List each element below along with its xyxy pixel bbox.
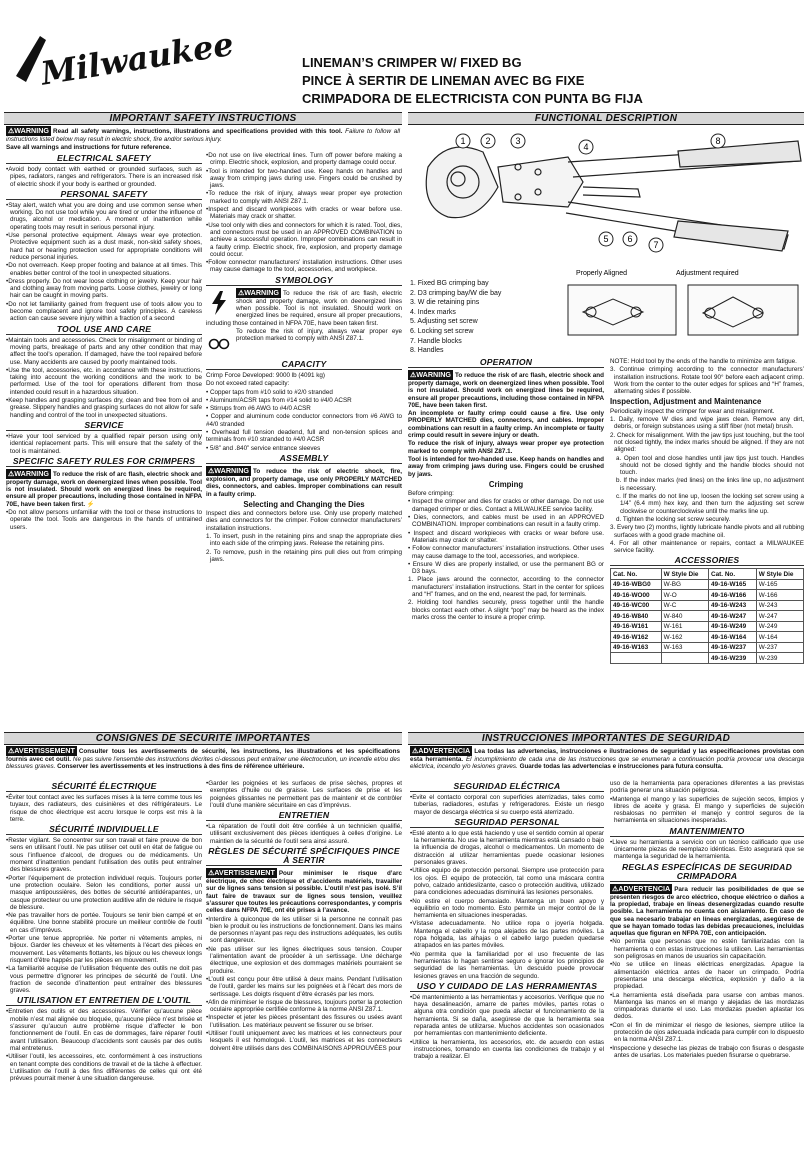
warning-triangle-icon: ⚠ (8, 470, 15, 478)
band-functional: FUNCTIONAL DESCRIPTION (408, 112, 804, 125)
svg-text:4: 4 (583, 142, 589, 152)
intro-en: ⚠WARNING Read all safety warnings, instructions, illustrations and specifications provided with this tool. Failure to follow all instructions listed below may result in electric shock, fire and/or serious injury. Save all warnings and instructions for future reference. (6, 126, 401, 152)
alignment-insets (568, 285, 798, 335)
warning-badge: ⚠AVERTISSEMENT (8, 746, 75, 755)
table-row: 49-16-W161 W-161 49-16-W249 W-249 (611, 621, 804, 632)
heading-es-electrical: SEGURIDAD ELÉCTRICA (410, 782, 604, 792)
heading-assembly: ASSEMBLY (206, 454, 402, 464)
heading-es-service: MANTENIMIENTO (610, 827, 804, 837)
part-item: 2. D3 crimping bay/W die bay (410, 289, 502, 297)
svg-text:7: 7 (653, 240, 659, 250)
warning-triangle-icon: ⚠ (412, 748, 419, 755)
heading-es-personal: SEGURIDAD PERSONAL (410, 818, 604, 828)
table-row: 49-16-W840 W-840 49-16-W247 W-247 (611, 611, 804, 622)
part-item: 3. W die retaining pins (410, 299, 480, 307)
warning-badge: ⚠ADVERTENCIA (412, 746, 471, 755)
table-row: 49-16-W239 W-239 (611, 653, 804, 664)
warning-triangle-icon: ⚠ (612, 885, 619, 893)
title-spanish: CRIMPADORA DE ELECTRICISTA CON PUNTA BG FIJA (302, 91, 643, 106)
table-row: 49-16-WBG0 W-BG 49-16-W165 W-165 (611, 579, 804, 590)
band-safety-fr: CONSIGNES DE SÉCURITÉ IMPORTANTES (4, 732, 402, 745)
part-item: 5. Adjusting set screw (410, 318, 478, 326)
heading-dies: Selecting and Changing the Dies (243, 499, 365, 509)
warning-badge: ⚠WARNING (208, 465, 250, 475)
title-french: PINCE À SERTIR DE LINEMAN AVEC BG FIXE (302, 73, 585, 88)
warning-badge: ⚠WARNING (238, 287, 280, 297)
title-english: LINEMAN’S CRIMPER W/ FIXED BG (302, 55, 522, 70)
heading-accessories: ACCESSORIES (610, 556, 804, 566)
heading-capacity: CAPACITY (206, 360, 402, 370)
heading-fr-personal: SÉCURITÉ INDIVIDUELLE (6, 825, 202, 835)
es-column-1: SEGURIDAD ELÉCTRICA •Evite el contacto corporal con superficies aterrizadas, tales como tuberías, radiadores, estufas y refrigeradores. Existe un riesgo mayor de descarga eléctrica si su cuerpo está aterrizado. SEGURIDAD PERSONAL •Esté atento a lo que está haciendo y use el sentido común al operar la herramienta. No use la herramienta mientras está cansado o bajo la influencia de drogas, alcohol o medicamentos. Un momento de distracción al utilizar herramientas puede ocasionar lesiones personales graves. •Utilice equipo de protección personal. Siempre use protección para los ojos. El equipo de protección, tal como una máscara contra polvo, calzado antideslizante, casco o protección auditiva, utilizado para condiciones adecuadas disminuirá las lesiones personales. •No estire el cuerpo demasiado. Mantenga un buen apoyo y equilibrio en todo momento. Esto permite un mejor control de la herramienta en situaciones inesperadas. •Vístase adecuadamente. No utilice ropa o joyería holgada. Mantenga el cabello y la ropa alejados de las partes móviles. La ropa holgada, las alhajas o el cabello largo pueden quedarse atrapados en las partes móviles. •No permita que la familiaridad por el uso frecuente de las herramientas lo hagan sentirse seguro e ignorar los principios de seguridad de las herramientas. Un descuido puede provocar lesiones graves en una fracción de segundo. USO Y CUIDADO DE LAS HERRAMIENTAS •Dé mantenimiento a las herramientas y accesorios. Verifique que no haya desalineación, amarre de partes móviles, partes rotas o alguna otra condición que pueda afectar el funcionamiento de la herramienta. Si se daña, asegúrese de que la herramienta sea reparada antes de utilizarse. Muchos accidentes son ocasionados por herramientas con mantenimiento deficiente. •Utilice la herramienta, los accesorios, etc. de acuerdo con estas instrucciones, tomando en cuenta las condiciones de trabajo y el trabajo a realizar. El (410, 781, 604, 1061)
heading-fr-service: ENTRETIEN (206, 811, 402, 821)
table-row: 49-16-WC00 W-C 49-16-W243 W-243 (611, 600, 804, 611)
heading-inspection: Inspection, Adjustment and Maintenance (610, 397, 762, 407)
svg-text:8: 8 (715, 136, 721, 146)
warning-triangle-icon: ⚠ (8, 748, 15, 755)
en-column-1: ELECTRICAL SAFETY •Avoid body contact with earthed or grounded surfaces, such as pipes, radiators, ranges and refrigerators. There is an increased risk of electric shock if your body is earthed or grounded. PERSONAL SAFETY •Stay alert, watch what you are doing and use common sense when working. Do not use tool while you are tired or under the influence of drugs, alcohol or medication. A moment of inattention while operating tools may result in serious personal injury. •Use personal protective equipment. Always wear eye protection. Protective equipment such as a dust mask, non-skid safety shoes, hard hat or hearing protection used for appropriate conditions will reduce personal injuries. •Do not overreach. Keep proper footing and balance at all times. This enables better control of the tool in unexpected situations. •Dress properly. Do not wear loose clothing or jewelry. Keep your hair and clothing away from moving parts. Loose clothes, jewelry or long hair can be caught in moving parts. •Do not let familiarity gained from frequent use of tools allow you to become complacent and ignore tool safety principles. A careless action can cause severe injury within a fraction of a second TOOL USE AND CARE •Maintain tools and accessories. Check for misalignment or binding of moving parts, breakage of parts and any other condition that may affect the tool’s operation. If damaged, have the tool repaired before use. Many accidents are caused by poorly maintained tools. •Use the tool, accessories, etc. in accordance with these instructions, taking into account the working conditions and the work to be performed. Use of the tool for operations different from those intended could result in a hazardous situation. •Keep handles and grasping surfaces dry, clean and free from oil and grease. Slippery handles and grasping surfaces do not allow for safe handling and control of the tool in unexpected situations. SERVICE •Have your tool serviced by a qualified repair person using only identical replacement parts. This will ensure that the safety of the tool is maintained. SPECIFIC SAFETY RULES FOR CRIMPERS ⚠WARNING To reduce the risk of arc flash, electric shock and property damage, work on deenergized lines when possible. Tool is not insulated. Should work on energized lines be required, ensure all proper precautions, including those contained in NFPA 70E, have been taken first. ⚡ •Do not allow persons unfamiliar with the tool or these instructions to operate the tool. Tools are dangerous in the hands of untrained users. (6, 153, 202, 531)
svg-text:2: 2 (485, 136, 491, 146)
heading-personal-safety: PERSONAL SAFETY (6, 190, 202, 200)
heading-fr-electrical: SÉCURITÉ ÉLECTRIQUE (6, 782, 202, 792)
es-column-2: uso de la herramienta para operaciones diferentes a las previstas podría generar una situación peligrosa. •Mantenga el mango y las superficies de sujeción secos, limpios y libres de aceite y grasa. El mango y superficies de sujeción resbalosas no permiten el manejo y control seguros de la herramienta en situaciones inesperadas. MANTENIMIENTO •Lleve su herramienta a servicio con un técnico calificado que use únicamente piezas de reemplazo idénticas. Esto asegurará que se mantenga la seguridad de la herramienta. REGLAS ESPECÍFICAS DE SEGURIDAD CRIMPADORA ⚠ADVERTENCIA Para reducir las posibilidades de que se presenten riesgos de arco eléctrico, choque eléctrico o daños a la propiedad, trabaje en líneas desenergizadas cuando resulte posible. La herramienta no cuenta con aislamiento. En caso de que sea necesario trabajar en líneas energizadas, asegúrese de que se hayan tomado todas las debidas precauciones, incluidas aquellas que figuran en NFPA 70E, con anticipación. •No permita que personas que no estén familiarizadas con la herramienta o con estas instrucciones la utilicen. Las herramientas son peligrosas en manos de usuarios sin capacitación. •No se utilice en líneas eléctricas energizadas. Apague la alimentación eléctrica antes de hacer un crimpado. Podría presentarse una descarga eléctrica, explosión y daño a la propiedad. •La herramienta está diseñada para usarse con ambas manos. Mantenga las manos en el mango y alejadas de las mordazas crimpadoras durante el uso. Las mordazas pueden aplastar los dedos. •Con el fin de minimizar el riesgo de lesiones, siempre utilice la protección de ojos adecuada indicada para cumplir con lo dispuesto en la norma ANSI Z87.1. •Inspeccione y deseche las piezas de trabajo con fisuras o desgaste antes de usarlas. Los materiales pueden fisurarse o quebrarse. (610, 780, 804, 1059)
warning-triangle-icon: ⚠ (8, 128, 15, 135)
table-row: 49-16-WO00 W-O 49-16-W166 W-166 (611, 590, 804, 601)
heading-electrical-safety: ELECTRICAL SAFETY (6, 154, 202, 164)
svg-text:6: 6 (627, 234, 633, 244)
fr-column-2: •Garder les poignées et les surfaces de prise sèches, propres et exemptes d’huile ou de graisse. Les surfaces de prise et les poignées glissantes ne permettent pas de maintenir et de contrôler l’outil d’une manière sécuritaire en cas d’imprévus. ENTRETIEN •La réparation de l’outil doit être confiée à un technicien qualifié, utilisant exclusivement des pièces identiques à celles d’origine. Le maintien de la sécurité de l’outil sera ainsi assuré. RÈGLES DE SÉCURITÉ SPÉCIFIQUES PINCE À SERTIR ⚠AVERTISSEMENT Pour minimiser le risque d’arc électrique, de choc électrique et d’accidents matériels, travailler sur de lignes sans tension si possible. L’outil n’est pas isolé. S’il faut faire de travaux sur de lignes sous tension, veuillez s’assurer que toutes les précautions correspondantes, y compris celles dans NFPA 70E, ont été prises à l’avance. •Interdire à quiconque de les utiliser si la personne ne connaît pas bien le produit ou les instructions de fonctionnement. Dans les mains de personnes n’ayant pas reçu des instructions adéquates, les outils sont dangereux. •Ne pas utiliser sur les lignes électriques sous tension. Couper l’alimentation avant de procéder à un sertissage. Une décharge électrique, une explosion et des dommages matériels pourraient se produire. •L’outil est conçu pour être utilisé à deux mains. Pendant l’utilisation de l’outil, garder les mains sur les poignées et à l’écart des mors de sertissage. Les doigts risquent d’être écrasés par les mors. •Afin de minimiser le risque de blessures, toujours porter la protection oculaire appropriée certifiée conforme à la norme ANSI Z87.1. •Inspecter et jeter les pièces présentant des fissures ou usées avant l’utilisation. Les matériaux peuvent se fissurer ou se briser. •Utiliser l’outil uniquement avec les matrices et les connecteurs pour lesquels il est homologué. L’outil, les matrices et les connecteurs doivent être utilisés dans des COMBINAISONS APPROUVÉES pour (206, 780, 402, 1052)
heading-es-specific: REGLAS ESPECÍFICAS DE SEGURIDAD CRIMPADORA (610, 863, 804, 882)
warning-badge: ⚠ADVERTENCIA (612, 883, 671, 893)
warning-badge: ⚠WARNING (8, 468, 50, 478)
part-item: 7. Handle blocks (410, 337, 462, 345)
crimper-illustration (426, 141, 801, 251)
label-adjustment-required: Adjustment required (676, 270, 739, 277)
heading-service: SERVICE (6, 421, 202, 431)
warning-triangle-icon: ⚠ (410, 372, 417, 379)
heading-fr-use: UTILISATION ET ENTRETIEN DE L’OUTIL (6, 996, 202, 1006)
en-column-4: NOTE: Hold tool by the ends of the handle to minimize arm fatigue. 3. Continue crimping according to the connector manufacturers’ installation instructions. Rotate tool 90° before each adjacent crimp. Work from the center to the outer edges for splices and “H” frames, alternating sides if possible. Inspection, Adjustment and Maintenance Periodically inspect the crimper for wear and misalignment. 1. Daily, remove W dies and wipe jaws clean. Remove any dirt, debris, or foreign substances using a stiff fiber (not metal) brush. 2. Check for misalignment. With the jaw tips just touching, but the tool not closed tightly, the index marks should be aligned. If they are not aligned: a. Open tool and close handles until jaw tips just touch. Handles should not be closed tightly and the handle blocks should not touch. b. If the index marks (red lines) on the links line up, no adjustment is necessary. c. If the marks do not line up, loosen the locking set screw using a 1/4” (6.4 mm) hex key, and then turn the adjusting set screw clockwise or counterclockwise until the marks line up. d. Tighten the locking set screw securely. 3. Every two (2) months, lightly lubricate handle pivots and all rubbing surfaces with a good grade machine oil. 4. For all other maintenance or repairs, contact a MILWAUKEE service facility. ACCESSORIES Cat. No. W Style Die Cat. No. W Style Die 49-16-WBG0 W-BG 49-16-W165 W-165 49-16-WO00 W-O 49-16-W166 W-166 49-16-WC00 W-C 49-16-W243 W-243 49-16-W840 W-840 49-16-W247 W-247 49-16-W161 W-161 49-16-W249 W-249 49-16-W162 W-162 49-16-W164 W-164 49-16-W163 W-163 49-16-W237 W-237 49-16-W239 W-239 (610, 358, 804, 728)
fr-column-1: SÉCURITÉ ÉLECTRIQUE •Éviter tout contact avec les surfaces mises à la terre comme tous les tuyaux, des radiateurs, des cuisinières et des réfrigérateurs. Le risque de choc électrique est accru lorsque le corps est mis à la terre. SÉCURITÉ INDIVIDUELLE •Rester vigilant. Se concentrer sur son travail et faire preuve de bon sens en utilisant l’outil. Ne pas utiliser cet outil en état de fatigue ou sous l’influence d’alcool, de drogues ou de médicaments. Un moment d’inattention pendant l’utilisation des outils peut entraîner des blessures graves. •Porter l’équipement de protection individuel requis. Toujours porter une protection oculaire. Selon les conditions, porter aussi un masque antipoussières, des bottes de sécurité antidérapantes, un casque protecteur ou une protection auditive afin de réduire le risque de blessure. •Ne pas travailler hors de portée. Toujours se tenir bien campé et en équilibre. Une bonne stabilité procure un meilleur contrôle de l’outil en cas d’imprévus. •Porter une tenue appropriée. Ne porter ni vêtements amples, ni bijoux. Garder les cheveux et les vêtements à l’écart des pièces en mouvement. Les vêtements flottants, les bijoux ou les cheveux longs risquent d’être happés par les pièces en mouvement. •La familiarité acquise de l’utilisation fréquente des outils ne doit pas vous permettre d’ignorer les principes de sécurité de l’outil. Une fraction de seconde d’inattention peut entraîner des blessures graves. UTILISATION ET ENTRETIEN DE L’OUTIL •Entretien des outils et des accessoires. Vérifier qu’aucune pièce mobile n’est mal alignée ou bloquée, qu’aucune pièce n’est brisée et s’assurer qu’aucun autre problème risque d’affecter le bon fonctionnement de l’outil. En cas de dommages, faire réparer l’outil avant l’utilisation. Beaucoup d’accidents sont causés par des outils mal entretenus. •Utiliser l’outil, les accessoires, etc. conformément à ces instructions en tenant compte des conditions de travail et de la tâche à effectuer. L’utilisation de l’outil à des fins différentes de celles qui ont été prévues pourrait mener à une situation dangereuse. (6, 781, 202, 1083)
part-item: 6. Locking set screw (410, 327, 474, 335)
part-item: 1. Fixed BG crimping bay (410, 280, 489, 287)
warning-badge: ⚠AVERTISSEMENT (208, 868, 275, 878)
band-safety-es: INSTRUCCIONES IMPORTANTES DE SEGURIDAD (408, 732, 804, 745)
intro-es: ⚠ADVERTENCIA Lea todas las advertencias, instrucciones e ilustraciones de seguridad y las especificaciones provistas con esta herramienta. El incumplimiento de cada una de las instrucciones que se enumeran a continuación podría provocar una descarga eléctrica, incendio y/o lesiones graves. Guarde todas las advertencias e instrucciones para futura consulta. (410, 746, 804, 771)
lightning-icon: ⚡ (86, 500, 95, 508)
heading-symbology: SYMBOLOGY (206, 276, 402, 286)
accessories-table (610, 568, 804, 664)
table-row: 49-16-W163 W-163 49-16-W237 W-237 (611, 642, 804, 653)
milwaukee-logo (10, 24, 237, 93)
heading-crimping: Crimping (488, 479, 524, 489)
table-row: 49-16-W162 W-162 49-16-W164 W-164 (611, 632, 804, 643)
band-safety-en: IMPORTANT SAFETY INSTRUCTIONS (4, 112, 402, 125)
heading-fr-specific: RÈGLES DE SÉCURITÉ SPÉCIFIQUES PINCE À SERTIR (206, 847, 402, 866)
svg-text:5: 5 (603, 234, 609, 244)
heading-tool-use: TOOL USE AND CARE (6, 325, 202, 335)
intro-fr: ⚠AVERTISSEMENT Consulter tous les avertissements de sécurité, les instructions, les illustrations et les spécifications fournis avec cet outil. Ne pas suivre l’ensemble des instructions décrites ci-dessous peut entraîner une électrocution, un incendie et/ou des blessures graves. Conserver les avertissements et les instructions à des fins de référence ultérieure. (6, 746, 401, 771)
label-properly-aligned: Properly Aligned (576, 270, 627, 277)
warning-triangle-icon: ⚠ (208, 870, 215, 878)
heading-operation: OPERATION (408, 358, 604, 368)
safety-glasses-icon (208, 330, 230, 356)
en-column-2: •Do not use on live electrical lines. Turn off power before making a crimp. Electric shock, explosion, and property damage could occur. •Tool is intended for two-handed use. Keep hands on handles and away from crimping jaws during use. Fingers could be crushed by jaws. •To reduce the risk of injury, always wear proper eye protection marked to comply with ANSI Z87.1. •Inspect and discard workpieces with cracks or wear before use. Materials may crack or shatter. •Use tool only with dies and connectors for which it is rated. Tool, dies, and connectors must be used in an APPROVED COMBINATION to achieve a successful operation. Improper combinations can result in a faulty crimp. Electric shock, fire, explosion, and property damage could occur. •Follow connector manufacturers’ installation instructions. Other uses may cause damage to the tool, accessories, and workpiece. SYMBOLOGY ⚠WARNING To reduce the risk of arc flash, electric shock and property damage, work on deenergized lines when possible. Tool is not insulated. Should work on energized lines be required, ensure all proper precautions, including those contained in NFPA 70E, have been taken first. To reduce the risk of injury, always wear proper eye protection marked to comply with ANSI Z87.1. CAPACITY Crimp Force Developed: 9000 lb (4091 kg) Do not exceed rated capacity: • Copper taps from #10 solid to #2/0 stranded • Aluminum/ACSR taps from #14 solid to #4/0 ACSR • Stirrups from #6 AWG to #4/0 ACSR • Copper and aluminum code conductor connectors from #6 AWG to #4/0 stranded • Overhead full tension deadend, full and non-tension splices and terminals from #10 stranded to #4/0 ACSR • 5/8” and .840” service entrance sleeves ASSEMBLY ⚠WARNING To reduce the risk of electric shock, fire, explosion, and property damage, use only PROPERLY MATCHED dies, connectors, and cables. Improper combinations can result in a faulty crimp. Selecting and Changing the Dies Inspect dies and connectors before use. Only use properly matched dies and connectors for the crimper. Follow connector manufacturers’ installation instructions. 1. To insert, push in the retaining pins and snap the appropriate dies into each side of the crimping jaws. Release the retaining pins. 2. To remove, push in the retaining pins pull dies out from crimping jaws. (206, 152, 402, 563)
warning-triangle-icon: ⚠ (238, 289, 245, 297)
warning-badge: ⚠WARNING (8, 126, 50, 135)
logo-wordmark: Milwaukee (38, 24, 237, 93)
lightning-icon (208, 290, 230, 316)
part-item: 4. Index marks (410, 308, 456, 316)
svg-text:3: 3 (515, 136, 521, 146)
table-header-row: Cat. No. W Style Die Cat. No. W Style Die (611, 569, 804, 580)
heading-es-use: USO Y CUIDADO DE LAS HERRAMIENTAS (410, 982, 604, 992)
warning-triangle-icon: ⚠ (208, 467, 215, 475)
part-item: 8. Handles (410, 347, 444, 355)
parts-list (410, 280, 570, 357)
heading-specific-rules: SPECIFIC SAFETY RULES FOR CRIMPERS (6, 457, 202, 467)
svg-text:1: 1 (460, 136, 466, 146)
product-titles (302, 54, 802, 108)
warning-badge: ⚠WARNING (410, 370, 452, 379)
en-column-3: OPERATION ⚠WARNING To reduce the risk of arc flash, electric shock and property damage, work on deenergized lines when possible. Tool is not insulated. Should work on energized lines be required, ensure all proper precautions, including those contained in NFPA 70E, have been taken first. An incomplete or faulty crimp could cause a fire. Use only PROPERLY MATCHED dies, connectors, and cables. Improper combinations can result in a faulty crimp. An incomplete or faulty crimp could result in severe injury or death. To reduce the risk of injury, always wear proper eye protection marked to comply with ANSI Z87.1. Tool is intended for two-handed use. Keep hands on handles and away from crimping jaws during use. Fingers could be crushed by jaws. Crimping Before crimping: • Inspect the crimper and dies for cracks or other damage. Do not use damaged crimper or dies. Contact a MILWAUKEE service facility. • Dies, connectors, and cables must be used in an APPROVED COMBINATION. Improper combinations can result in a faulty crimp. • Inspect and discard workpieces with cracks or wear before use. Materials may crack or shatter. • Follow connector manufacturers’ installation instructions. Other uses may cause damage to the tool, accessories, and workpiece. • Ensure W dies are properly installed, or use the permanent BG or D3 bays. 1. Place jaws around the connector, according to the connector manufacturers’ installation instructions. Start in the center for splices and “H” frames, and on the end, nearest the pad, for terminals. 2. Holding tool handles securely, press together until the handle blocks contact each other. A slight “pop” may be heard as the index marks cross the center to insure a proper crimp. (408, 357, 604, 621)
